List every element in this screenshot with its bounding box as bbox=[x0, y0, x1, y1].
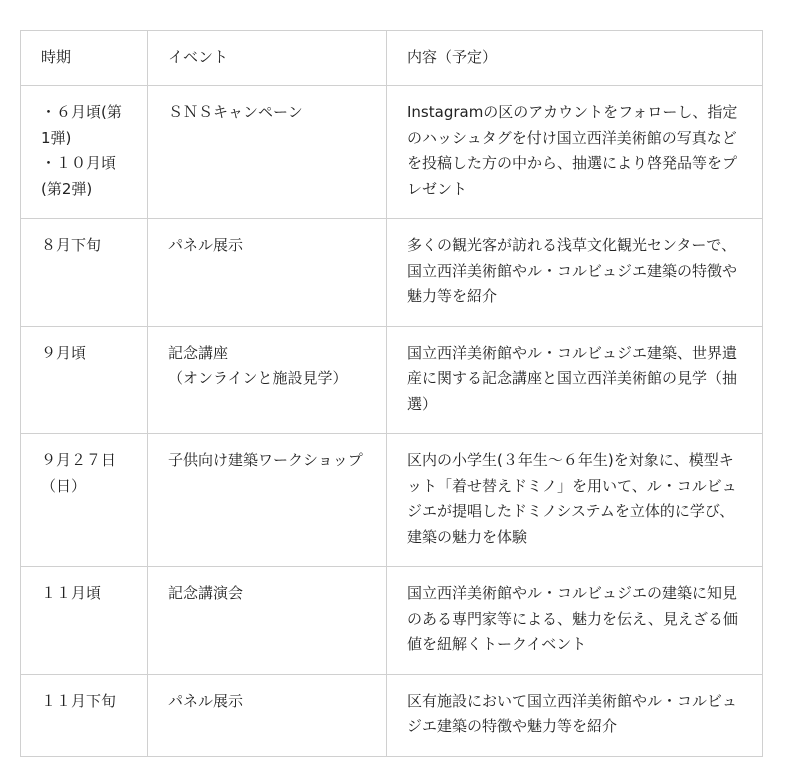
table-row bbox=[21, 219, 763, 327]
schedule-table-container bbox=[20, 30, 762, 757]
content-text: 区内の小学生(３年生～６年生)を対象に、模型キット「着せ替えドミノ」を用いて、ル・コルビュジエが提唱したドミノシステムを立体的に学び、建築の魅力を体験 bbox=[407, 451, 737, 546]
cell-event bbox=[148, 434, 387, 567]
table-row bbox=[21, 86, 763, 219]
cell-event bbox=[148, 219, 387, 327]
cell-content bbox=[387, 219, 763, 327]
table-row bbox=[21, 326, 763, 434]
table-row bbox=[21, 434, 763, 567]
cell-content bbox=[387, 86, 763, 219]
period-text: ８月下旬 bbox=[41, 236, 102, 254]
event-text: 子供向け建築ワークショップ bbox=[168, 451, 363, 469]
header-event bbox=[148, 31, 387, 86]
table-header-row bbox=[21, 31, 763, 86]
table-row bbox=[21, 674, 763, 756]
cell-content bbox=[387, 326, 763, 434]
cell-period bbox=[21, 567, 148, 675]
content-text: 多くの観光客が訪れる浅草文化観光センターで、国立西洋美術館やル・コルビュジエ建築の特徴や魅力等を紹介 bbox=[407, 236, 738, 305]
header-period bbox=[21, 31, 148, 86]
event-text: パネル展示 bbox=[168, 236, 244, 254]
event-text: 記念講座 （オンラインと施設見学） bbox=[168, 343, 348, 387]
event-text: 記念講演会 bbox=[168, 584, 244, 602]
content-text: 国立西洋美術館やル・コルビュジエ建築、世界遺産に関する記念講座と国立西洋美術館の見学（抽選） bbox=[407, 343, 738, 413]
cell-period bbox=[21, 219, 148, 327]
cell-event bbox=[148, 567, 387, 675]
cell-content bbox=[387, 674, 763, 756]
period-text: ・６月頃(第1弾) ・１０月頃(第2弾) bbox=[41, 103, 122, 198]
content-text: Instagramの区のアカウントをフォローし、指定のハッシュタグを付け国立西洋美術館の写真などを投稿した方の中から、抽選により啓発品等をプレゼント bbox=[407, 103, 738, 198]
cell-event bbox=[148, 326, 387, 434]
header-content-label: 内容（予定） bbox=[407, 48, 498, 66]
header-event-label: イベント bbox=[168, 48, 229, 66]
content-text: 国立西洋美術館やル・コルビュジエの建築に知見のある専門家等による、魅力を伝え、見えざる価値を紐解くトークイベント bbox=[407, 584, 738, 653]
cell-content bbox=[387, 567, 763, 675]
cell-period bbox=[21, 326, 148, 434]
cell-event bbox=[148, 674, 387, 756]
header-content bbox=[387, 31, 763, 86]
cell-content bbox=[387, 434, 763, 567]
event-text: パネル展示 bbox=[168, 691, 244, 710]
cell-period bbox=[21, 86, 148, 219]
table-row bbox=[21, 567, 763, 675]
period-text: ９月２７日（日） bbox=[41, 451, 117, 495]
event-text: ＳＮＳキャンペーン bbox=[168, 103, 303, 121]
cell-period bbox=[21, 674, 148, 756]
content-text: 区有施設において国立西洋美術館やル・コルビュジエ建築の特徴や魅力等を紹介 bbox=[407, 691, 738, 735]
period-text: ９月頃 bbox=[41, 343, 87, 362]
cell-event bbox=[148, 86, 387, 219]
period-text: １１月頃 bbox=[41, 584, 102, 602]
event-schedule-table bbox=[20, 30, 763, 757]
header-period-label: 時期 bbox=[41, 48, 72, 66]
cell-period bbox=[21, 434, 148, 567]
period-text: １１月下旬 bbox=[41, 691, 117, 710]
